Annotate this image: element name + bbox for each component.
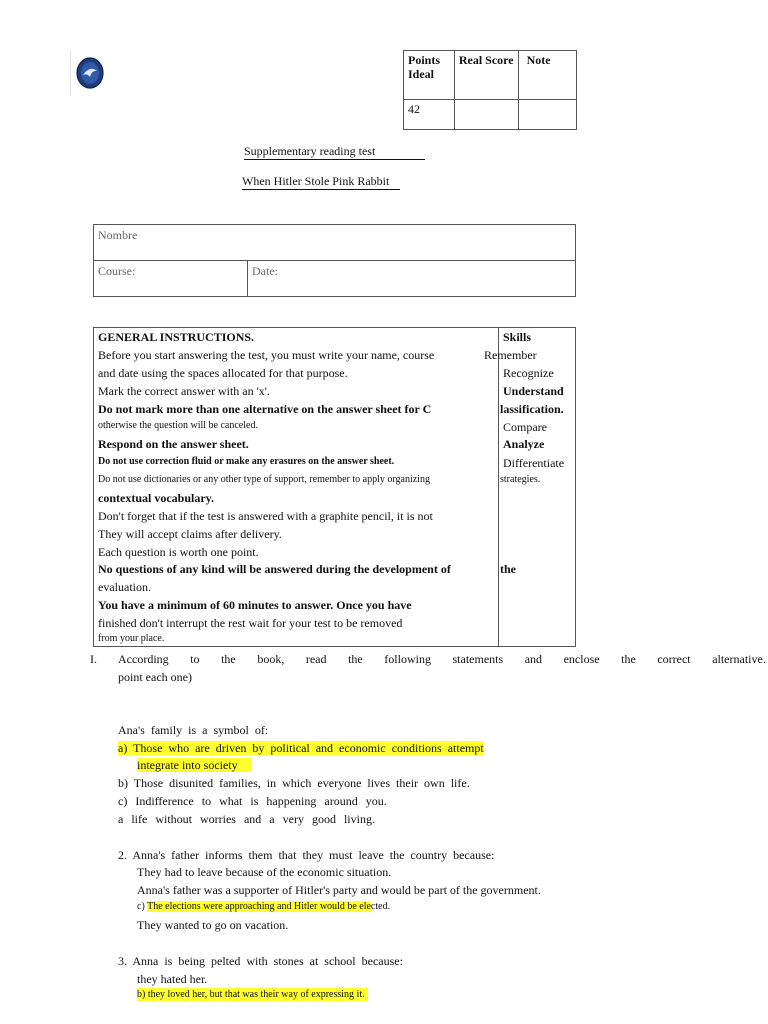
skill-item: lassification.	[500, 402, 564, 416]
score-table	[403, 50, 577, 130]
test-title: Supplementary reading test	[244, 144, 425, 160]
book-title: When Hitler Stole Pink Rabbit	[242, 174, 400, 190]
skill-item: Understand	[503, 384, 564, 398]
instruction-line: from your place.	[98, 633, 165, 644]
section-numeral: I.	[90, 652, 97, 666]
skill-item: Remember	[484, 348, 537, 362]
header-note: Note	[518, 51, 576, 100]
skill-item: the	[500, 562, 516, 576]
shield-crest-icon	[75, 57, 105, 89]
cell-points-ideal: 42	[404, 100, 455, 130]
instruction-line: No questions of any kind will be answered during the development of	[98, 562, 451, 576]
student-info-form	[93, 224, 576, 297]
cell-real-score[interactable]	[454, 100, 518, 130]
header-points-ideal: Points Ideal	[404, 51, 455, 100]
section-intro-line2: point each one)	[118, 670, 192, 684]
q2-option-c[interactable]: c) The elections were approaching and Hitler would be elected.	[137, 901, 391, 912]
skills-divider	[498, 327, 499, 647]
instruction-line: Mark the correct answer with an 'x'.	[98, 384, 270, 398]
q1-option-a[interactable]	[118, 741, 484, 755]
instruction-line: They will accept claims after delivery.	[98, 527, 282, 541]
q3-option-a[interactable]: they hated her.	[137, 972, 208, 986]
instruction-line: Don't forget that if the test is answered with a graphite pencil, it is not	[98, 509, 433, 523]
instruction-line: otherwise the question will be canceled.	[98, 420, 258, 431]
skill-item: Recognize	[503, 366, 554, 380]
header-real-score: Real Score	[454, 51, 518, 100]
q1-option-a-cont: integrate into society	[137, 758, 252, 772]
instruction-line: evaluation.	[98, 580, 151, 594]
q2-option-b[interactable]: Anna's father was a supporter of Hitler's party and would be part of the government.	[137, 883, 541, 897]
q2-stem: 2. Anna's father informs them that they must leave the country because:	[118, 848, 495, 862]
q1-option-c[interactable]: c) Indifference to what is happening around you.	[118, 794, 387, 808]
skill-item: Differentiate	[503, 456, 565, 470]
q2-option-d[interactable]: They wanted to go on vacation.	[137, 918, 289, 932]
instruction-line: Respond on the answer sheet.	[98, 437, 249, 451]
q2-option-c-highlight: The elections were approaching and Hitler would be ele	[147, 901, 371, 912]
name-field[interactable]: Nombre	[94, 225, 576, 261]
date-field[interactable]: Date:	[248, 261, 576, 297]
instruction-line: Do not use correction fluid or make any erasures on the answer sheet.	[98, 456, 395, 467]
instruction-line: Do not mark more than one alternative on the answer sheet for C	[98, 402, 432, 416]
q3-stem: 3. Anna is being pelted with stones at school because:	[118, 954, 403, 968]
instruction-line: contextual vocabulary.	[98, 491, 214, 505]
skill-item: Compare	[503, 420, 547, 434]
course-field[interactable]: Course:	[94, 261, 248, 297]
skill-item: Analyze	[503, 437, 545, 451]
cell-note[interactable]	[518, 100, 576, 130]
instruction-line: Do not use dictionaries or any other type of support, remember to apply organizing	[98, 474, 430, 485]
q2-option-a[interactable]: They had to leave because of the economic situation.	[137, 865, 392, 879]
instruction-line: Each question is worth one point.	[98, 545, 259, 559]
skill-item: strategies.	[500, 474, 541, 485]
q1-option-b[interactable]: b) Those disunited families, in which everyone lives their own life.	[118, 776, 470, 790]
instruction-line: and date using the spaces allocated for that purpose.	[98, 366, 348, 380]
instructions-heading: GENERAL INSTRUCTIONS.	[98, 330, 255, 344]
section-intro: According to the book, read the following statements and enclose the correct alternative.	[118, 652, 766, 666]
instruction-line: Before you start answering the test, you must write your name, course	[98, 348, 435, 362]
q3-option-b[interactable]: b) they loved her, but that was their way of expressing it.	[137, 989, 368, 1001]
school-logo	[70, 50, 107, 96]
instruction-line: finished don't interrupt the rest wait for your test to be removed	[98, 616, 403, 630]
instruction-line: You have a minimum of 60 minutes to answer. Once you have	[98, 598, 412, 612]
skills-heading: Skills	[503, 330, 532, 344]
q1-option-a-text: a) Those who are driven by political and economic conditions attempt	[118, 741, 484, 755]
q1-stem: Ana's family is a symbol of:	[118, 723, 269, 737]
q1-option-d[interactable]: a life without worries and a very good living.	[118, 812, 375, 826]
